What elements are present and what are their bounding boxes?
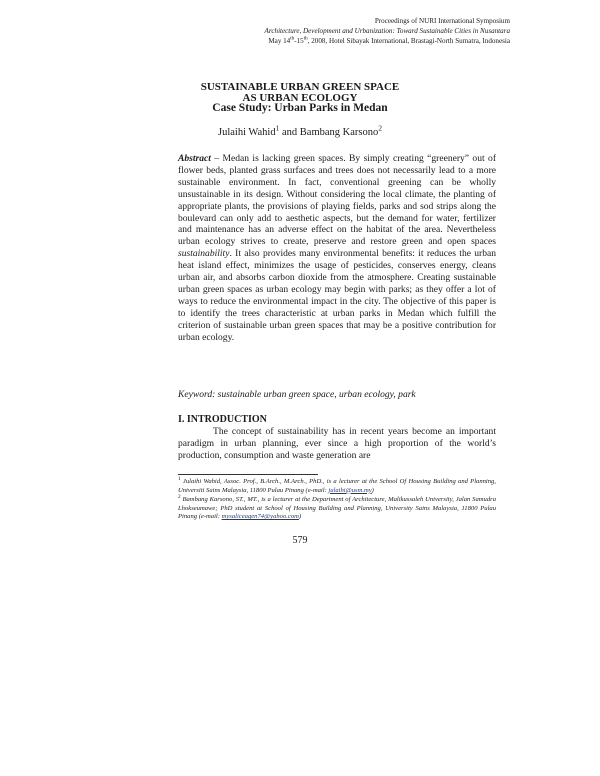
footnote-1-email-link[interactable]: julaihi@usm.my [328,486,372,494]
section-heading-introduction: I. INTRODUCTION [178,414,267,425]
footnote-2-email-link[interactable]: mysaliceagen74@yahoo.com [221,513,299,521]
keywords: Keyword: sustainable urban green space, urban ecology, park [178,389,416,400]
footnote-2: $^2$ Bambang Karsono, ST., MT., is a lecturer at the Department of Architecture, Malikussaleh University, Jalan Samudra Lhokseumawe; PhD student at School of Housing Building and Planning, University Sains Malaysia, 11800 Pulau Pinang (e-mail: mysaliceagen74@yahoo.com) [178,493,496,521]
footnote-divider [178,474,318,475]
abstract-label: Abstract [178,153,211,164]
author-2: Bambang Karsono [299,127,379,138]
page-number: 579 [292,535,308,546]
author-line: Julaihi Wahid$^1$ and Bambang Karsono$^2$ [217,123,383,138]
abstract: Abstract – Medan is lacking green spaces. By simply creating “greenery” out of flower beds, planted grass surfaces and trees does not necessarily lead to a more sustainable environment. In fact, conventional greening can be wholly unsustainable in its design. Without considering the local climate, the planting of appropriate plants, the provisions of playing fields, parks and sod strips along the boulevard can only add to aesthetic aspects, but the demand for water, fertilizer and maintenance has an adverse effect on the habitat of the area. Nevertheless urban ecology strives to create, preserve and restore green and open spaces sustainability. It also provides many environmental benefits: it reduces the urban heat island effect, minimizes the usage of pesticides, conserves energy, cleans urban air, and absorbs carbon dioxide from the atmosphere. Creating sustainable urban green spaces as urban ecology may begin with parks; as they offer a lot of ways to reduce the environmental impact in the city. The objective of this paper is to identify the trees characteristic at urban parks in Medan which fulfill the criterion of sustainable urban green spaces that may be a positive contribution for urban ecology. [178,153,496,343]
author-1-footnote-mark: 1 [275,123,280,133]
author-1: Julaihi Wahid [217,127,276,138]
footnote-1: $^1$ Julaihi Wahid, Assoc. Prof., B.Arch., M.Arch., PhD., is a lecturer at the School Of Housing Building and Planning, Universiti Sains Malaysia, 11800 Pulau Pinang (e-mail: julaihi@usm.my) [178,475,496,494]
paper-title-line-2: AS URBAN ECOLOGY [242,92,358,104]
author-2-footnote-mark: 2 [378,123,383,133]
paper-subtitle: Case Study: Urban Parks in Medan [212,102,388,114]
running-header-theme: Architecture, Development and Urbanization: Toward Sustainable Cities in Nusantara [264,27,510,35]
abstract-emphasis: sustainability [178,248,230,260]
running-header-proceedings: Proceedings of NURI International Symposium [374,17,510,25]
introduction-paragraph: The concept of sustainability has in recent years become an important paradigm in urban planning, ever since a high proportion of the world’s production, consumption and waste generation are [178,426,496,462]
running-header-date-venue: May 14th-15th, 2008, Hotel Sibayak International, Brastagi-North Sumatra, Indonesia [268,35,510,45]
paper-title-line-1: SUSTAINABLE URBAN GREEN SPACE [200,81,400,93]
